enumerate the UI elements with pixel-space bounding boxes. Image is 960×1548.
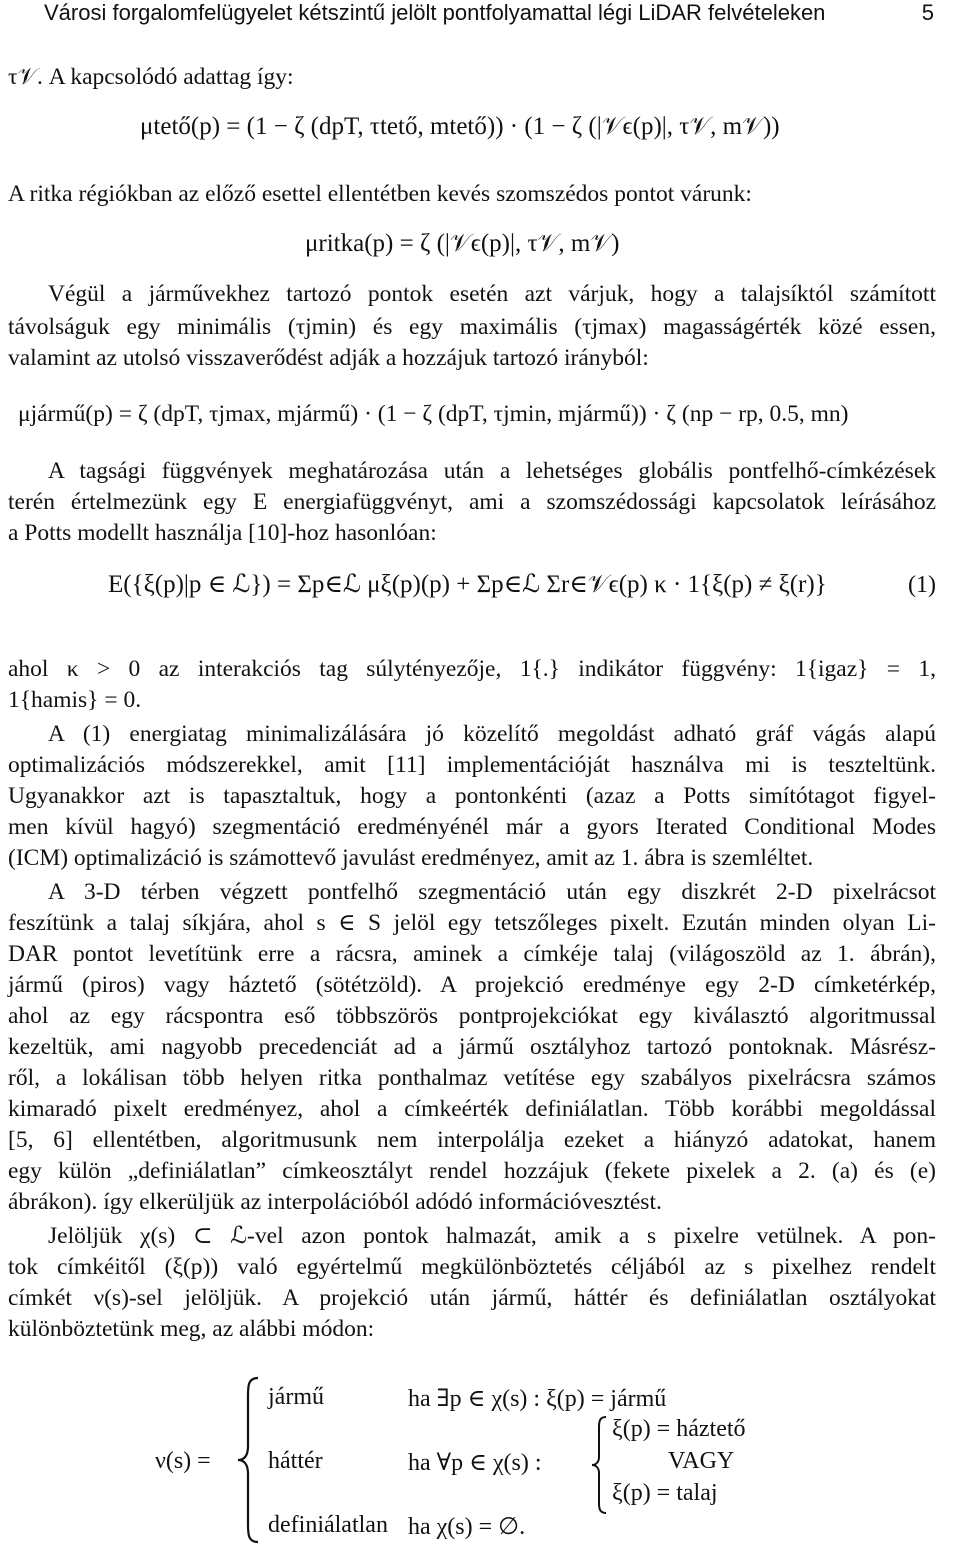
paragraph-line: Végül a járművekhez tartozó pontok esetén azt várjuk, hogy a talajsíktól számított <box>48 281 936 307</box>
paragraph-line: valamint az utolsó visszaverődést adják a hozzájuk tartozó irányból: <box>8 345 649 371</box>
paragraph-line: optimalizációs módszerekkel, amit [11] implementációját használva mi is teszteltünk. <box>8 752 936 778</box>
paragraph-line: ahol az egy rácspontra eső többszörös pontprojekciókat egy kiválasztó algoritmussal <box>8 1003 936 1029</box>
page-number: 5 <box>921 0 934 25</box>
paragraph-line: a Potts modellt használja [10]-hoz hasonlóan: <box>8 520 437 546</box>
paragraph-line: ről, a lokálisan több helyen ritka ponthalmaz vetítése egy szabályos pixelrácsra számos <box>8 1065 936 1091</box>
paragraph-line: jármű (piros) vagy háztető (sötétzöld). A projekció eredménye egy 2-D címketérkép, <box>8 972 936 998</box>
case-sub-vagy: VAGY <box>668 1448 735 1474</box>
paragraph-line: 1{hamis} = 0. <box>8 687 142 713</box>
case-label-jarmu: jármű <box>268 1384 324 1410</box>
equation-ritka <box>305 227 619 261</box>
paragraph-line: kezeltük, ami nagyobb precedenciát ad a jármű osztályhoz tartozó pontoknak. Másrész- <box>8 1034 936 1060</box>
case-cond-jarmu: ha ∃p ∈ χ(s) : ξ(p) = jármű <box>408 1386 667 1412</box>
equation-energy <box>108 568 827 602</box>
paragraph-line: egy külön „definiálatlan” címkeosztályt rendel hozzájuk (fekete pixelek a 2. (a) és (e) <box>8 1158 936 1184</box>
text-line: A ritka régiókban az előző esettel ellentétben kevés szomszédos pontot várunk: <box>8 181 752 207</box>
paragraph-line: Jelöljük χ(s) ⊂ ℒ-vel azon pontok halmazát, amik a s pixelre vetülnek. A pon- <box>48 1223 936 1249</box>
paragraph-line: (ICM) optimalizáció is számottevő javulást eredményez, amit az 1. ábra is szemléltet. <box>8 845 814 871</box>
cases-lhs: ν(s) = <box>155 1448 211 1474</box>
paragraph-line: távolságuk egy minimális (τjmin) és egy maximális (τjmax) magasságérték közé essen, <box>8 314 936 340</box>
paragraph-line: Ugyanakkor azt is tapasztaltuk, hogy a pontonkénti (azaz a Potts simítótagot figyel- <box>8 783 936 809</box>
paragraph-line: [5, 6] ellentétben, algoritmusunk nem interpolálja ezeket a hiányzó adatokat, hanem <box>8 1127 936 1153</box>
paragraph-line: A (1) energiatag minimalizálására jó közelítő megoldást adható gráf vágás alapú <box>48 721 936 747</box>
paragraph-line: A 3-D térben végzett pontfelhő szegmentáció után egy diszkrét 2-D pixelrácsot <box>48 879 936 905</box>
equation-jarmu-text: μjármű(p) = ζ (dpT, τjmax, mjármű) · (1 − ζ (dpT, τjmin, mjármű)) · ζ (np − rp, 0.5, mn) <box>18 401 849 427</box>
paragraph-line: címkét ν(s)-sel jelöljük. A projekció után jármű, háttér és definiálatlan osztályokat <box>8 1285 936 1311</box>
case-cond-definialatlan: ha χ(s) = ∅. <box>408 1514 526 1540</box>
equation-teto <box>140 110 780 144</box>
equation-number: (1) <box>908 572 936 598</box>
paragraph-line: feszítünk a talaj síkjára, ahol s ∈ S jelöl egy tetszőleges pixelt. Ezután minden olyan Li- <box>8 910 936 936</box>
paragraph-line: kimaradó pixelt eredményez, ahol a címkeérték definiálatlan. Több korábbi megoldással <box>8 1096 936 1122</box>
paragraph-line: terén értelmezünk egy E energiafüggvényt, ami a szomszédossági kapcsolatok leírásához <box>8 489 936 515</box>
inner-brace-icon <box>590 1415 608 1515</box>
equation-energy-text: E({ξ(p)|p ∈ ℒ}) = Σp∈ℒ μξ(p)(p) + Σp∈ℒ Σr∈𝒱ϵ(p) κ · 1{ξ(p) ≠ ξ(r)} <box>108 571 827 598</box>
case-label-hatter: háttér <box>268 1448 323 1474</box>
case-cond-hatter: ha ∀p ∈ χ(s) : <box>408 1450 542 1476</box>
equation-jarmu <box>18 397 849 431</box>
equation-teto-text: μtető(p) = (1 − ζ (dpT, τtető, mtető)) · (1 − ζ (|𝒱ϵ(p)|, τ𝒱, m𝒱)) <box>140 113 780 140</box>
case-label-definialatlan: definiálatlan <box>268 1512 388 1538</box>
paragraph-line: DAR pontot levetítünk erre a rácsra, aminek a címkéje talaj (világoszöld az 1. ábrán), <box>8 941 936 967</box>
paragraph-line: különböztetünk meg, az alábbi módon: <box>8 1316 375 1342</box>
paragraph-line: A tagsági függvények meghatározása után a lehetséges globális pontfelhő-címkézések <box>48 458 936 484</box>
left-brace-icon <box>236 1376 262 1544</box>
paragraph-line: ábrákon). így elkerüljük az interpolációból adódó információvesztést. <box>8 1189 662 1215</box>
paragraph-line: ahol κ > 0 az interakciós tag súlytényezője, 1{.} indikátor függvény: 1{igaz} = 1, <box>8 656 936 682</box>
equation-ritka-text: μritka(p) = ζ (|𝒱ϵ(p)|, τ𝒱, m𝒱) <box>305 230 620 257</box>
text-line: τ𝒱. A kapcsolódó adattag így: <box>8 64 294 90</box>
case-sub-talaj: ξ(p) = talaj <box>612 1480 718 1506</box>
running-header-title: Városi forgalomfelügyelet kétszintű jelölt pontfolyamattal légi LiDAR felvételeken <box>44 0 826 25</box>
paragraph-line: tok címkéitől (ξ(p)) való egyértelmű megkülönböztetés céljából az s pixelhez rendelt <box>8 1254 936 1280</box>
case-sub-haztet: ξ(p) = háztető <box>612 1416 746 1442</box>
paragraph-line: men kívül hagyó) szegmentáció eredményénél már a gyors Iterated Conditional Modes <box>8 814 936 840</box>
